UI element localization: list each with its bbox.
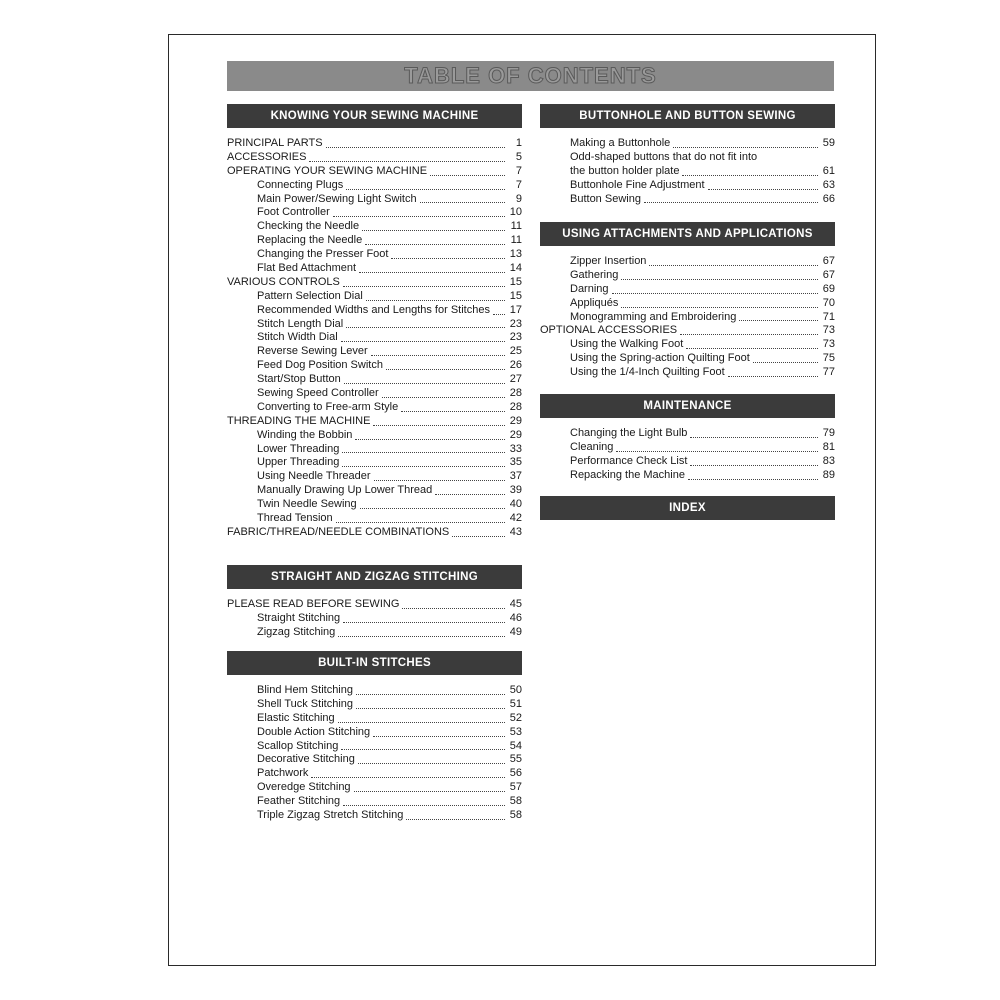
toc-entry <box>227 781 522 795</box>
toc-entry-label: Feed Dog Position Switch <box>257 359 383 372</box>
dot-leader <box>493 314 505 315</box>
toc-entry-label: Checking the Needle <box>257 220 360 233</box>
toc-entry-label: Performance Check List <box>570 454 688 467</box>
toc-entry <box>227 753 522 767</box>
toc-entry <box>227 165 522 179</box>
dot-leader <box>365 244 505 245</box>
dot-leader <box>358 763 505 764</box>
toc-entry <box>227 726 522 740</box>
toc-entry <box>227 612 522 626</box>
toc-entry-page: 43 <box>509 525 522 538</box>
toc-entry <box>540 352 835 366</box>
toc-entry-label: PLEASE READ BEFORE SEWING <box>227 597 400 610</box>
toc-entry-label: Thread Tension <box>257 512 333 525</box>
toc-entry-page: 37 <box>509 470 522 483</box>
toc-entry <box>540 469 835 483</box>
toc-entry <box>227 767 522 781</box>
toc-entry-label: Overedge Stitching <box>257 781 351 794</box>
toc-entry-label: Foot Controller <box>257 206 330 219</box>
dot-leader <box>753 362 818 363</box>
toc-entry-label: Double Action Stitching <box>257 725 371 738</box>
section-header: STRAIGHT AND ZIGZAG STITCHING <box>227 565 522 589</box>
toc-entry <box>227 137 522 151</box>
toc-entry-label: VARIOUS CONTROLS <box>227 275 340 288</box>
toc-entry <box>227 387 522 401</box>
toc-entry <box>227 795 522 809</box>
toc-entry <box>227 512 522 526</box>
dot-leader <box>452 536 505 537</box>
toc-entry-label: Twin Needle Sewing <box>257 498 357 511</box>
dot-leader <box>391 258 505 259</box>
toc-entry-label: Changing the Presser Foot <box>257 248 389 261</box>
dot-leader <box>343 286 505 287</box>
toc-entry-page: 79 <box>822 426 835 439</box>
toc-entry <box>227 415 522 429</box>
toc-entry-label: Reverse Sewing Lever <box>257 345 368 358</box>
toc-entry-page: 28 <box>509 400 522 413</box>
dot-leader <box>359 272 505 273</box>
dot-leader <box>386 369 505 370</box>
toc-entry-label: Cleaning <box>570 440 614 453</box>
toc-entry <box>540 324 835 338</box>
toc-entry-page: 57 <box>509 781 522 794</box>
toc-entry-label: Using the Walking Foot <box>570 338 684 351</box>
toc-entry-label: Converting to Free-arm Style <box>257 400 399 413</box>
section-header: USING ATTACHMENTS AND APPLICATIONS <box>540 222 835 246</box>
toc-entry-page: 71 <box>822 310 835 323</box>
dot-leader <box>311 777 505 778</box>
toc-entry-label: Pattern Selection Dial <box>257 289 363 302</box>
toc-entry <box>227 712 522 726</box>
dot-leader <box>374 480 505 481</box>
dot-leader <box>355 439 505 440</box>
toc-entry <box>227 151 522 165</box>
toc-entry-page: 67 <box>822 254 835 267</box>
section-entries <box>540 246 835 380</box>
dot-leader <box>690 465 818 466</box>
toc-entry <box>227 262 522 276</box>
toc-entry-page: 73 <box>822 338 835 351</box>
section-entries <box>540 128 835 206</box>
toc-entry-page: 81 <box>822 440 835 453</box>
toc-entry-page: 13 <box>509 248 522 261</box>
toc-entry-label: THREADING THE MACHINE <box>227 414 371 427</box>
toc-entry-page: 70 <box>822 296 835 309</box>
toc-entry <box>227 740 522 754</box>
toc-entry <box>227 626 522 640</box>
toc-entry <box>540 255 835 269</box>
toc-entry-page: 52 <box>509 711 522 724</box>
section-header: BUTTONHOLE AND BUTTON SEWING <box>540 104 835 128</box>
toc-entry <box>540 151 835 165</box>
toc-entry-page: 5 <box>515 150 522 163</box>
toc-entry-label: Using the Spring-action Quilting Foot <box>570 352 750 365</box>
toc-entry <box>540 193 835 207</box>
toc-entry-page: 35 <box>509 456 522 469</box>
toc-entry <box>227 248 522 262</box>
toc-entry-page: 42 <box>509 512 522 525</box>
dot-leader <box>356 708 505 709</box>
toc-entry-label: Replacing the Needle <box>257 234 363 247</box>
section-buttonhole <box>540 104 835 222</box>
right-column <box>540 104 835 520</box>
dot-leader <box>430 175 505 176</box>
dot-leader <box>688 479 818 480</box>
section-entries <box>227 675 522 823</box>
toc-entry <box>227 234 522 248</box>
toc-entry-page: 26 <box>509 359 522 372</box>
toc-entry <box>227 345 522 359</box>
section-maintenance <box>540 394 835 496</box>
toc-entry <box>540 269 835 283</box>
toc-entry-label: Zipper Insertion <box>570 254 647 267</box>
dot-leader <box>621 307 818 308</box>
toc-title-bar <box>227 61 834 91</box>
toc-entry <box>540 338 835 352</box>
toc-entry <box>227 456 522 470</box>
toc-entry-page: 49 <box>509 625 522 638</box>
toc-entry <box>227 290 522 304</box>
section-header: INDEX <box>540 496 835 520</box>
toc-entry <box>227 498 522 512</box>
toc-entry-page: 15 <box>509 275 522 288</box>
toc-entry <box>227 684 522 698</box>
dot-leader <box>366 300 505 301</box>
dot-leader <box>435 494 505 495</box>
dot-leader <box>338 722 505 723</box>
dot-leader <box>708 189 818 190</box>
toc-entry-page: 39 <box>509 484 522 497</box>
dot-leader <box>333 216 505 217</box>
toc-entry <box>540 165 835 179</box>
dot-leader <box>402 608 505 609</box>
left-column <box>227 104 522 823</box>
toc-entry-page: 27 <box>509 373 522 386</box>
dot-leader <box>342 466 505 467</box>
dot-leader <box>341 749 505 750</box>
toc-entry-label: the button holder plate <box>570 164 680 177</box>
toc-entry-label: Connecting Plugs <box>257 178 344 191</box>
dot-leader <box>346 327 505 328</box>
dot-leader <box>644 202 818 203</box>
toc-entry-page: 9 <box>515 192 522 205</box>
toc-entry <box>227 526 522 540</box>
toc-entry-label: Zigzag Stitching <box>257 625 336 638</box>
dot-leader <box>612 293 818 294</box>
toc-entry-label: FABRIC/THREAD/NEEDLE COMBINATIONS <box>227 525 450 538</box>
toc-entry-page: 51 <box>509 697 522 710</box>
toc-entry-label: Odd-shaped buttons that do not fit into <box>570 150 758 163</box>
dot-leader <box>621 279 818 280</box>
section-entries <box>227 128 522 540</box>
toc-entry-page: 73 <box>822 324 835 337</box>
dot-leader <box>686 348 818 349</box>
dot-leader <box>344 383 505 384</box>
toc-entry-label: Blind Hem Stitching <box>257 683 353 696</box>
toc-entry <box>227 401 522 415</box>
section-entries <box>540 418 835 483</box>
dot-leader <box>728 376 818 377</box>
section-straight-zigzag <box>227 565 522 651</box>
toc-entry-label: Triple Zigzag Stretch Stitching <box>257 809 404 821</box>
toc-entry-page: 45 <box>509 597 522 610</box>
toc-entry <box>227 318 522 332</box>
toc-entry-label: Stitch Length Dial <box>257 317 344 330</box>
toc-entry-label: Shell Tuck Stitching <box>257 697 353 710</box>
dot-leader <box>354 791 505 792</box>
dot-leader <box>406 819 505 820</box>
toc-entry <box>227 443 522 457</box>
dot-leader <box>342 452 505 453</box>
toc-entry-page: 33 <box>509 442 522 455</box>
toc-entry-label: Scallop Stitching <box>257 739 339 752</box>
toc-entry <box>540 283 835 297</box>
toc-entry-page: 28 <box>509 387 522 400</box>
toc-entry-label: Recommended Widths and Lengths for Stitches <box>257 303 490 316</box>
section-header: KNOWING YOUR SEWING MACHINE <box>227 104 522 128</box>
dot-leader <box>309 161 505 162</box>
toc-entry-label: Patchwork <box>257 767 309 780</box>
toc-entry <box>227 429 522 443</box>
toc-entry-label: Decorative Stitching <box>257 753 355 766</box>
toc-entry-page: 61 <box>822 164 835 177</box>
toc-entry-page: 63 <box>822 178 835 191</box>
dot-leader <box>346 189 505 190</box>
toc-entry-page: 58 <box>509 809 522 821</box>
dot-leader <box>343 622 505 623</box>
toc-entry-page: 23 <box>509 331 522 344</box>
toc-entry <box>540 179 835 193</box>
toc-entry-page: 55 <box>509 753 522 766</box>
dot-leader <box>341 341 505 342</box>
toc-entry-page: 58 <box>509 795 522 808</box>
toc-entry-label: Gathering <box>570 268 619 281</box>
toc-entry-label: Using the 1/4-Inch Quilting Foot <box>570 366 725 379</box>
toc-entry <box>540 427 835 441</box>
toc-entry-page: 14 <box>509 262 522 274</box>
toc-entry <box>227 470 522 484</box>
toc-entry <box>227 304 522 318</box>
dot-leader <box>682 175 818 176</box>
toc-entry <box>227 373 522 387</box>
toc-entry-label: Monogramming and Embroidering <box>570 310 737 323</box>
toc-entry <box>540 441 835 455</box>
toc-entry-page: 17 <box>509 303 522 316</box>
toc-entry <box>227 809 522 823</box>
section-index <box>540 496 835 520</box>
dot-leader <box>739 320 818 321</box>
dot-leader <box>371 355 505 356</box>
toc-entry-label: Stitch Width Dial <box>257 331 338 344</box>
dot-leader <box>382 397 505 398</box>
section-header: MAINTENANCE <box>540 394 835 418</box>
toc-entry-label: Repacking the Machine <box>570 468 685 481</box>
toc-entry-label: Lower Threading <box>257 442 340 455</box>
section-built-in-stitches <box>227 651 522 823</box>
toc-entry <box>540 297 835 311</box>
toc-entry-label: Flat Bed Attachment <box>257 262 357 274</box>
toc-entry-page: 50 <box>509 683 522 696</box>
toc-entry-label: Upper Threading <box>257 456 340 469</box>
toc-entry <box>227 179 522 193</box>
toc-entry-label: Elastic Stitching <box>257 711 335 724</box>
dot-leader <box>649 265 818 266</box>
toc-title: TABLE OF CONTENTS <box>404 63 657 88</box>
toc-entry-label: Sewing Speed Controller <box>257 387 379 400</box>
toc-entry-label: Manually Drawing Up Lower Thread <box>257 484 433 497</box>
toc-entry-page: 59 <box>822 136 835 149</box>
toc-entry-page: 56 <box>509 767 522 780</box>
toc-entry-label: Straight Stitching <box>257 611 341 624</box>
toc-entry-label: Feather Stitching <box>257 795 341 808</box>
toc-entry <box>227 331 522 345</box>
toc-entry-page: 15 <box>509 289 522 302</box>
toc-entry-label: Buttonhole Fine Adjustment <box>570 178 705 191</box>
dot-leader <box>356 694 505 695</box>
toc-entry <box>540 137 835 151</box>
toc-entry-label: OPERATING YOUR SEWING MACHINE <box>227 164 428 177</box>
toc-entry <box>227 206 522 220</box>
toc-entry <box>540 311 835 325</box>
dot-leader <box>420 202 505 203</box>
toc-entry-label: Darning <box>570 282 609 295</box>
dot-leader <box>338 636 505 637</box>
toc-entry-label: PRINCIPAL PARTS <box>227 136 323 149</box>
dot-leader <box>401 411 505 412</box>
toc-entry-page: 67 <box>822 268 835 281</box>
toc-entry-page: 53 <box>509 725 522 738</box>
toc-entry-label: Making a Buttonhole <box>570 136 671 149</box>
toc-entry <box>540 455 835 469</box>
toc-entry-page: 11 <box>510 234 522 247</box>
toc-entry <box>227 598 522 612</box>
toc-entry-label: Start/Stop Button <box>257 373 341 386</box>
dot-leader <box>373 736 505 737</box>
dot-leader <box>690 437 818 438</box>
toc-entry-page: 29 <box>509 428 522 441</box>
dot-leader <box>360 508 505 509</box>
toc-entry-label: Winding the Bobbin <box>257 428 353 441</box>
dot-leader <box>336 522 505 523</box>
toc-entry-page: 23 <box>509 317 522 330</box>
toc-entry-label: Main Power/Sewing Light Switch <box>257 192 417 205</box>
toc-entry-label: ACCESSORIES <box>227 150 307 163</box>
toc-entry-page: 46 <box>509 611 522 624</box>
toc-entry-page: 25 <box>509 345 522 358</box>
toc-entry-label: Using Needle Threader <box>257 470 371 483</box>
toc-entry-label: Button Sewing <box>570 192 641 205</box>
toc-entry-label: OPTIONAL ACCESSORIES <box>540 324 678 337</box>
toc-entry-page: 66 <box>822 192 835 205</box>
toc-entry <box>227 276 522 290</box>
dot-leader <box>616 451 818 452</box>
section-knowing-your-machine <box>227 104 522 565</box>
toc-entry-page: 10 <box>509 206 522 219</box>
toc-entry-page: 83 <box>822 454 835 467</box>
toc-entry <box>227 484 522 498</box>
toc-entry-page: 1 <box>515 136 522 149</box>
toc-entry-page: 69 <box>822 282 835 295</box>
toc-entry-page: 89 <box>822 468 835 481</box>
toc-entry-label: Appliqués <box>570 296 619 309</box>
toc-entry-page: 29 <box>509 414 522 427</box>
toc-entry-page: 7 <box>515 178 522 191</box>
toc-entry <box>227 359 522 373</box>
toc-entry-page: 54 <box>509 739 522 752</box>
dot-leader <box>362 230 505 231</box>
toc-entry-page: 75 <box>822 352 835 365</box>
dot-leader <box>343 805 505 806</box>
toc-entry <box>227 698 522 712</box>
toc-entry-page: 77 <box>822 366 835 379</box>
dot-leader <box>326 147 505 148</box>
section-header: BUILT-IN STITCHES <box>227 651 522 675</box>
dot-leader <box>673 147 818 148</box>
toc-entry-page: 40 <box>509 498 522 511</box>
section-attachments <box>540 222 835 394</box>
toc-entry-label: Changing the Light Bulb <box>570 426 688 439</box>
toc-entry <box>227 220 522 234</box>
toc-entry <box>540 366 835 380</box>
dot-leader <box>680 334 818 335</box>
toc-entry <box>227 193 522 207</box>
toc-entry-page: 11 <box>510 220 522 233</box>
dot-leader <box>373 425 505 426</box>
toc-entry-page: 7 <box>515 164 522 177</box>
section-entries <box>227 589 522 640</box>
